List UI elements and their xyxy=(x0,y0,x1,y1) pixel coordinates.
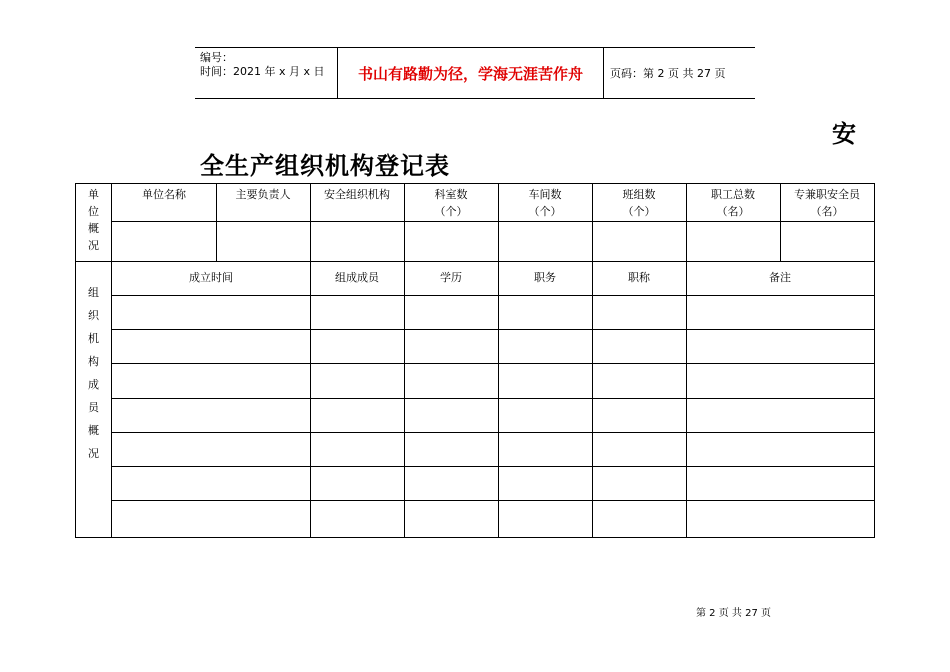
col-header-unit-name xyxy=(112,186,216,203)
section-a-label-char: 况 xyxy=(88,239,99,252)
registration-table xyxy=(75,183,875,538)
col-header-line: 单位名称 xyxy=(142,188,186,201)
col-header-line: 科室数 xyxy=(434,188,468,201)
col-header-title: 职称 xyxy=(628,271,650,284)
col-header-unit: （个） xyxy=(622,205,656,218)
col-header-workshops xyxy=(498,186,592,220)
section-separator xyxy=(76,261,874,262)
col-header-teams xyxy=(592,186,686,220)
col-header-unit: （个） xyxy=(528,205,562,218)
row-divider xyxy=(112,329,874,330)
document-title: 全生产组织机构登记表 xyxy=(200,151,450,180)
col-header-safety-org xyxy=(310,186,404,203)
section-a-label-char: 概 xyxy=(88,222,99,235)
section-a-header-divider xyxy=(112,221,874,222)
col-header-unit: （名） xyxy=(810,205,844,218)
col-header-remarks: 备注 xyxy=(769,271,791,284)
col-header-departments xyxy=(404,186,498,220)
section-a-label-char: 单 xyxy=(88,188,99,201)
section-b-label xyxy=(76,261,112,538)
number-label: 编号： xyxy=(200,51,233,64)
header-meta xyxy=(195,48,338,98)
col-header-line: 职工总数 xyxy=(711,188,755,201)
section-b-label-char: 况 xyxy=(88,447,99,460)
section-b-label-char: 概 xyxy=(88,424,99,437)
section-b-label-char: 织 xyxy=(88,309,99,322)
section-b-label-char: 成 xyxy=(88,378,99,391)
col-header-unit: （名） xyxy=(716,205,750,218)
title-first-char: 安 xyxy=(832,119,856,148)
col-header-total-staff xyxy=(686,186,780,220)
section-a-label xyxy=(76,184,112,261)
document-header xyxy=(195,47,755,99)
row-divider xyxy=(112,363,874,364)
col-header-line: 主要负责人 xyxy=(235,188,291,201)
col-divider xyxy=(310,262,311,538)
section-b-label-char: 机 xyxy=(88,332,99,345)
row-divider xyxy=(112,295,874,296)
row-divider xyxy=(112,432,874,433)
col-header-established: 成立时间 xyxy=(189,271,233,284)
page-footer: 第 2 页 共 27 页 xyxy=(696,608,771,619)
section-b-label-char: 构 xyxy=(88,355,99,368)
col-divider xyxy=(404,262,405,538)
col-header-line: 安全组织机构 xyxy=(324,188,390,201)
col-divider xyxy=(498,262,499,538)
section-b-label-char: 组 xyxy=(88,286,99,299)
row-divider xyxy=(112,466,874,467)
col-header-members: 组成成员 xyxy=(335,271,379,284)
row-divider xyxy=(112,500,874,501)
col-header-education: 学历 xyxy=(440,271,462,284)
section-b-label-char: 员 xyxy=(88,401,99,414)
header-page-info: 页码：第 2 页 共 27 页 xyxy=(610,67,726,80)
col-header-safety-officers xyxy=(780,186,874,220)
col-header-line: 车间数 xyxy=(528,188,562,201)
col-header-line: 专兼职安全员 xyxy=(794,188,860,201)
col-header-unit: （个） xyxy=(434,205,468,218)
col-header-line: 班组数 xyxy=(622,188,656,201)
col-divider xyxy=(686,262,687,538)
section-a-label-char: 位 xyxy=(88,205,99,218)
col-divider xyxy=(592,262,593,538)
row-divider xyxy=(112,398,874,399)
col-header-principal xyxy=(216,186,310,203)
time-label: 时间：2021 年 x 月 x 日 xyxy=(200,65,325,78)
header-motto: 书山有路勤为径，学海无涯苦作舟 xyxy=(338,48,604,98)
col-header-position: 职务 xyxy=(534,271,556,284)
